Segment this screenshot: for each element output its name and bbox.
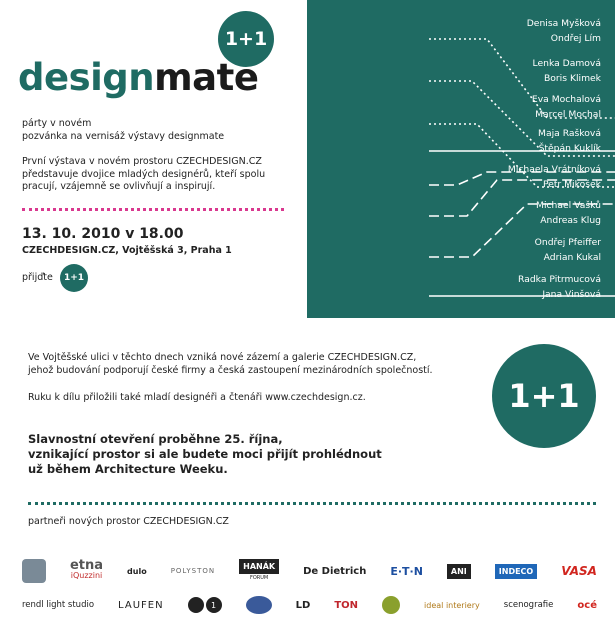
vasa-logo: VASA: [561, 564, 597, 578]
description-text: [22, 156, 265, 194]
etna-text: etna: [69, 558, 104, 573]
pair-2-a: Lenka Damová: [532, 58, 601, 69]
intro-text: [22, 118, 224, 143]
designmate-logo: [18, 58, 258, 98]
partners-label: partneři nových prostor CZECHDESIGN.CZ: [28, 516, 229, 527]
oce-logo: océ: [577, 599, 597, 611]
pair-8-a: Radka Pitrmucová: [518, 274, 601, 285]
pair-1-b: Ondřej Lím: [550, 33, 601, 44]
logo-design: design: [18, 56, 155, 99]
event-date: 13. 10. 2010 v 18.00: [22, 226, 184, 242]
czechdesign-logo: [22, 559, 46, 583]
hanak-text: HANÁK: [239, 559, 279, 574]
pair-3-b: Marcel Mochal: [535, 109, 601, 120]
pair-4: [481, 128, 601, 155]
indeco-logo: INDECO: [495, 564, 537, 579]
event-address: CZECHDESIGN.CZ, Vojtěšská 3, Praha 1: [22, 245, 232, 256]
ani-logo: ANI: [447, 564, 471, 579]
teal-dotted-divider: [28, 502, 596, 505]
pair-5-a: Michaela Vrátníková: [507, 164, 601, 175]
pair-4-b: Štěpán Kuklík: [538, 143, 601, 154]
green-logo: [382, 596, 400, 614]
dulo-logo: dulo: [127, 566, 147, 576]
scenografie-logo: scenografie: [503, 600, 554, 610]
come-badge: 1+1: [60, 264, 88, 292]
pairing-diagram: [307, 0, 615, 318]
ideal-logo: ideal interiery: [424, 600, 480, 610]
intro-line2: pozvánka na vernisáž výstavy designmate: [22, 130, 225, 142]
round-logo-dot: [188, 597, 204, 613]
emblem-logo: [246, 596, 272, 614]
logo-mate: mate: [154, 56, 259, 99]
pink-dotted-divider: [22, 208, 284, 211]
hanak-logo: [239, 559, 279, 583]
pair-8: [481, 274, 601, 301]
pair-6-a: Michael Vašků: [536, 200, 601, 211]
announcement-line2: vznikající prostor si ale budete moci přijít prohlédnout: [28, 447, 382, 461]
come-label: přijďte: [22, 272, 53, 283]
pair-1-a: Denisa Myšková: [526, 18, 601, 29]
p1-line2: jehož budování podporují české firmy a česká zastoupení mezinárodních společností.: [28, 364, 433, 376]
p1-line1: Ve Vojtěšské ulici v těchto dnech vzniká nové zázemí a galerie CZECHDESIGN.CZ,: [28, 352, 417, 363]
paragraph-2: Ruku k dílu přiložili také mladí designéři a čtenáři www.czechdesign.cz.: [28, 392, 366, 403]
top-badge: 1+1: [218, 11, 274, 67]
eaton-logo: E·T·N: [390, 564, 423, 578]
rendl-logo: rendl light studio: [22, 600, 95, 610]
hanak-forum-text: FORUM: [249, 575, 269, 581]
pair-3-a: Eva Mochalová: [531, 94, 601, 105]
pair-4-a: Maja Rašková: [538, 128, 601, 139]
pair-2: [481, 58, 601, 85]
announcement-line3: už během Architecture Weeku.: [28, 462, 228, 476]
dedietrich-logo: De Dietrich: [303, 565, 367, 577]
pair-6: [481, 200, 601, 227]
announcement-line1: Slavnostní otevření proběhne 25. října,: [28, 432, 283, 446]
ld-logo: LD: [295, 599, 311, 611]
desc-line3: pracují, vzájemně se ovlivňují a inspirují.: [22, 181, 216, 192]
polyston-logo: POLYSTON: [170, 567, 216, 575]
pair-3: [481, 94, 601, 121]
desc-line2: představuje dvojice mladých designérů, kteří spolu: [22, 168, 266, 180]
pair-6-b: Andreas Klug: [540, 215, 601, 226]
etna-logo: [69, 558, 104, 581]
partner-logos-row-1: [22, 558, 597, 584]
partner-logos-row-2: [22, 594, 597, 616]
big-badge: 1+1: [492, 344, 596, 448]
round-logo: [188, 597, 222, 613]
pair-5: [441, 164, 601, 191]
pair-8-b: Jana Vinšová: [542, 289, 601, 300]
laufen-logo: LAUFEN: [118, 599, 164, 611]
intro-line1: párty v novém: [22, 118, 92, 129]
designers-panel: [307, 0, 615, 318]
ton-logo: TON: [334, 599, 359, 611]
header-panel: [0, 0, 307, 318]
pair-7-a: Ondřej Pfeiffer: [534, 237, 601, 248]
iguzzini-text: iQuzzini: [70, 571, 103, 580]
round-logo-text: 1: [206, 597, 222, 613]
pair-7: [481, 237, 601, 264]
paragraph-1: [28, 352, 433, 377]
pair-5-b: Petr Mikošek: [542, 179, 601, 190]
pair-1: [481, 18, 601, 45]
pair-7-b: Adrian Kukal: [543, 252, 601, 263]
pair-2-b: Boris Klimek: [543, 73, 601, 84]
announcement: [28, 432, 382, 477]
desc-line1: První výstava v novém prostoru CZECHDESIGN.CZ: [22, 156, 262, 167]
